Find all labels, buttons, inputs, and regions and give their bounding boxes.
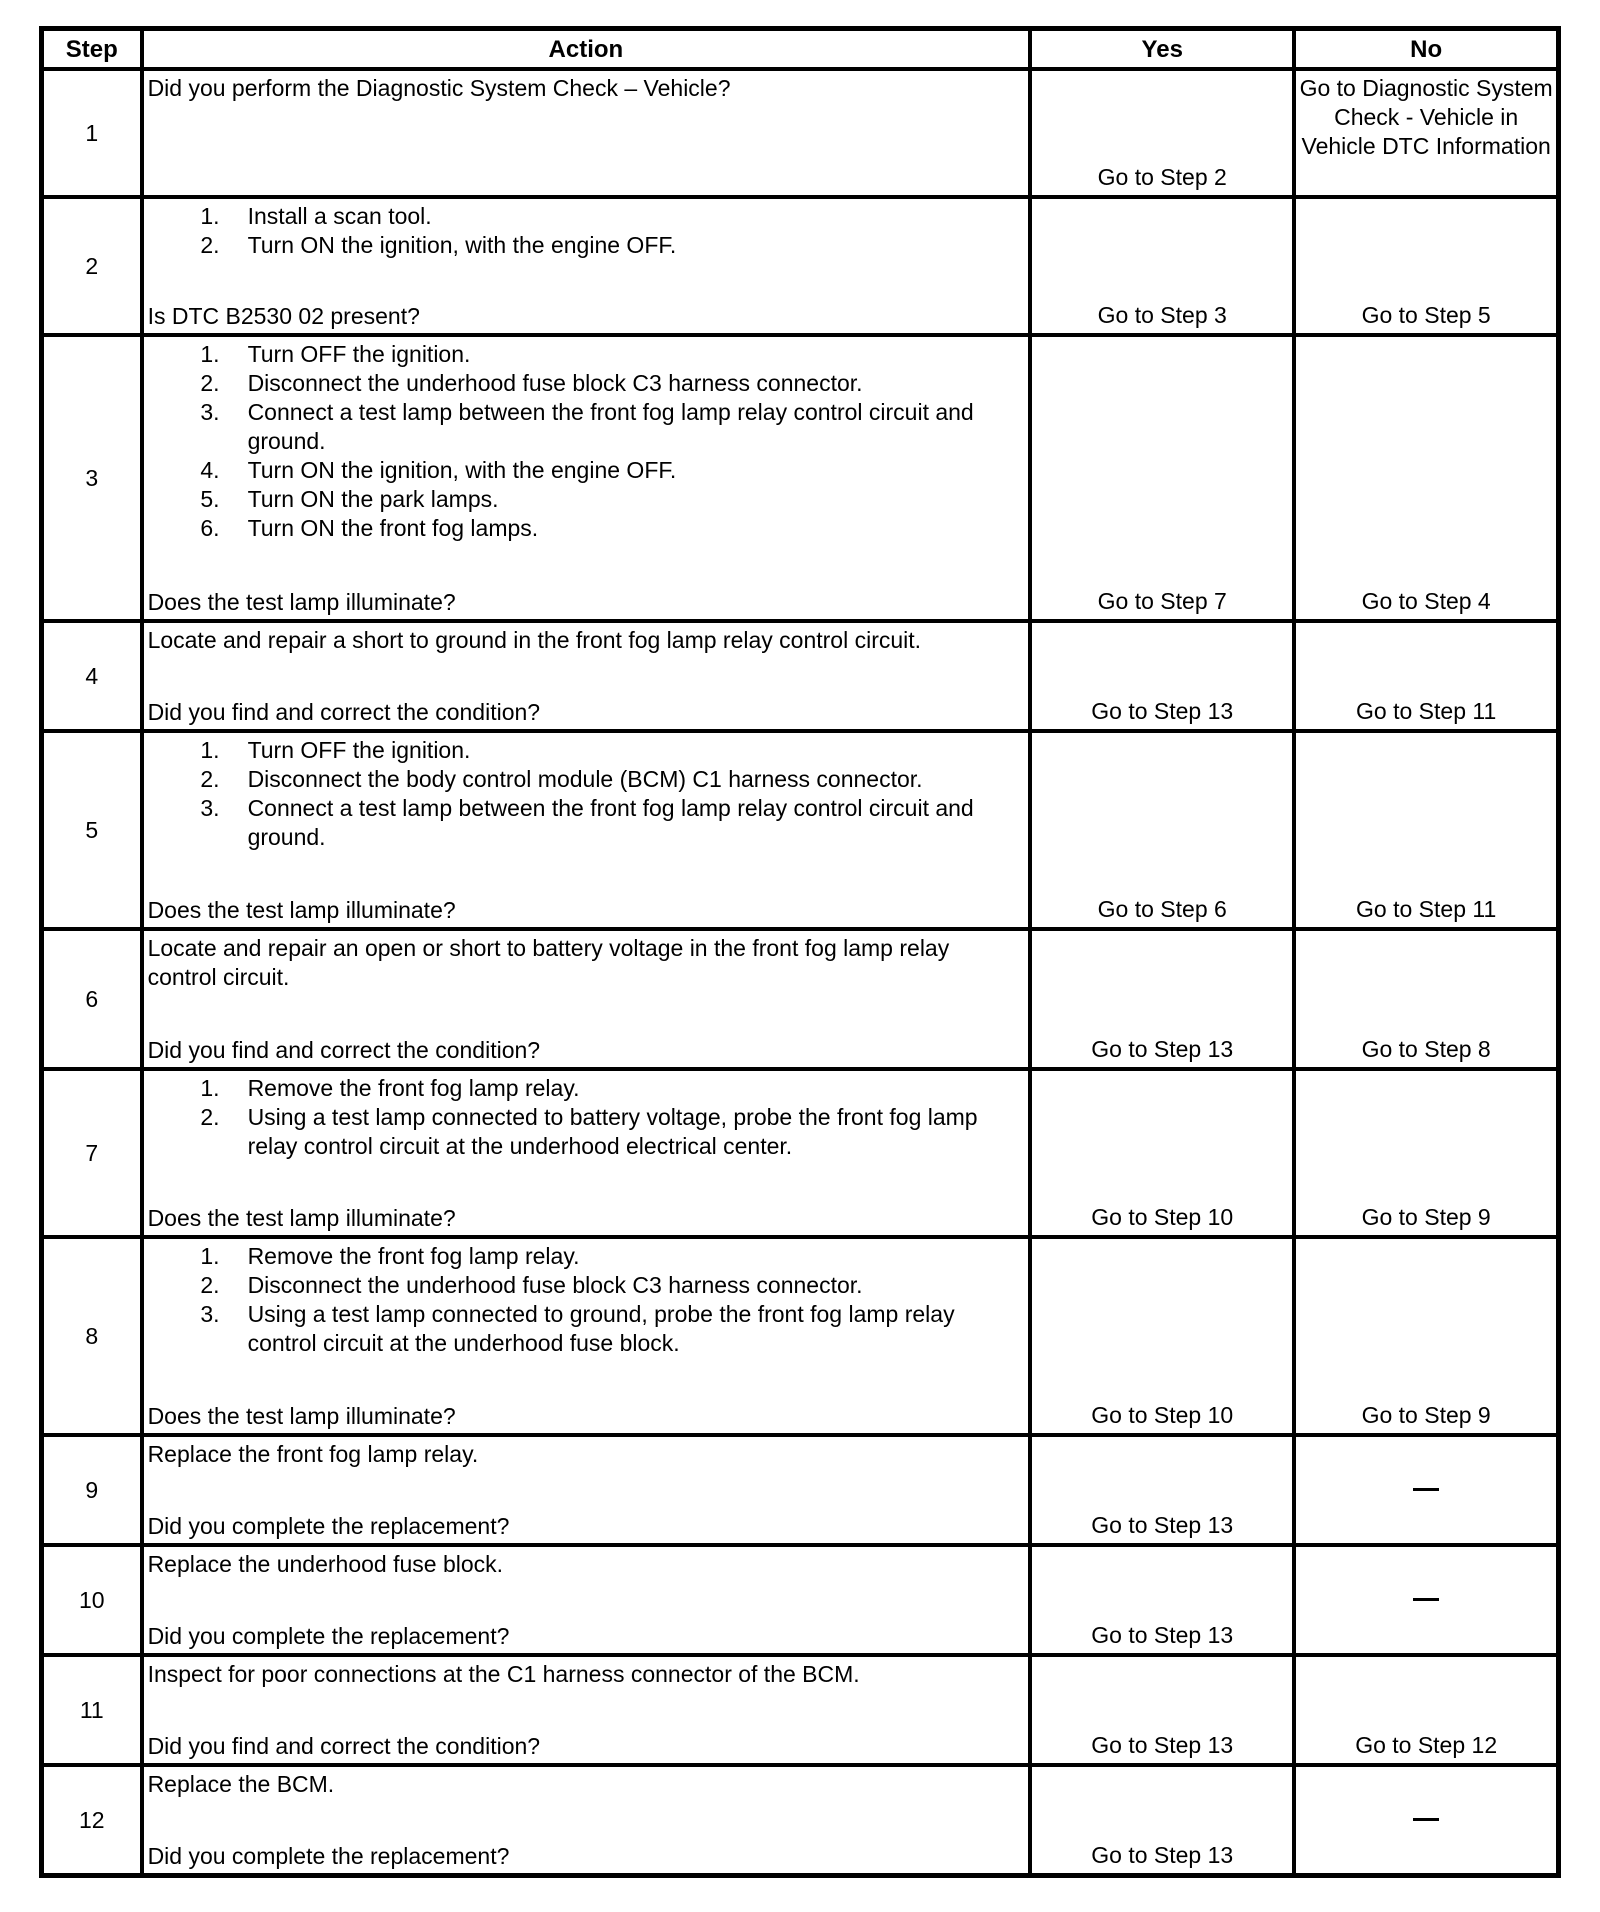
action-content bbox=[148, 1242, 1025, 1431]
action-step-number: 1. bbox=[200, 203, 220, 229]
action-instruction: Locate and repair a short to ground in the front fog lamp relay control circuit. bbox=[147, 627, 922, 653]
header-no: No bbox=[1294, 29, 1558, 70]
action-content bbox=[148, 1660, 1025, 1761]
no-result: Go to Step 11 bbox=[1294, 621, 1558, 731]
action-cell bbox=[142, 731, 1031, 929]
step-number: 5 bbox=[42, 731, 142, 929]
action-content bbox=[148, 340, 1025, 617]
step-number: 6 bbox=[42, 929, 142, 1069]
step-number: 3 bbox=[42, 335, 142, 621]
yes-result: Go to Step 13 bbox=[1030, 1435, 1294, 1545]
action-step-item bbox=[148, 1103, 1025, 1161]
action-step-text: Disconnect the underhood fuse block C3 harness connector. bbox=[247, 370, 863, 396]
action-steps-list bbox=[148, 736, 1025, 852]
spacer bbox=[148, 543, 1025, 588]
action-cell bbox=[142, 335, 1031, 621]
action-cell bbox=[142, 1545, 1031, 1655]
no-result: Go to Step 9 bbox=[1294, 1069, 1558, 1237]
action-step-text: Using a test lamp connected to battery voltage, probe the front fog lamp relay control circuit at the underhood electrical center. bbox=[247, 1104, 978, 1159]
action-step-text: Remove the front fog lamp relay. bbox=[247, 1243, 580, 1269]
action-step-item bbox=[148, 794, 1025, 852]
action-step-text: Turn OFF the ignition. bbox=[247, 737, 471, 763]
table-row bbox=[42, 1237, 1559, 1435]
table-row bbox=[42, 1655, 1559, 1765]
spacer bbox=[148, 1689, 1025, 1732]
action-cell bbox=[142, 1655, 1031, 1765]
table-row bbox=[42, 1069, 1559, 1237]
spacer bbox=[148, 655, 1025, 698]
action-step-number: 2. bbox=[200, 1272, 220, 1298]
action-step-text: Connect a test lamp between the front fog lamp relay control circuit and ground. bbox=[247, 399, 974, 454]
yes-result: Go to Step 3 bbox=[1030, 197, 1294, 335]
action-step-text: Turn ON the ignition, with the engine OFF. bbox=[247, 232, 677, 258]
action-content bbox=[148, 626, 1025, 727]
action-question: Does the test lamp illuminate? bbox=[147, 1205, 456, 1231]
spacer bbox=[148, 992, 1025, 1036]
yes-result: Go to Step 6 bbox=[1030, 731, 1294, 929]
action-instruction: Locate and repair an open or short to battery voltage in the front fog lamp relay control circuit. bbox=[147, 935, 950, 990]
yes-result: Go to Step 13 bbox=[1030, 1545, 1294, 1655]
action-step-text: Turn ON the ignition, with the engine OFF. bbox=[247, 457, 677, 483]
table-row bbox=[42, 1435, 1559, 1545]
not-applicable-dash bbox=[1413, 1818, 1439, 1821]
spacer bbox=[148, 260, 1025, 302]
header-row bbox=[42, 29, 1559, 70]
yes-result: Go to Step 10 bbox=[1030, 1069, 1294, 1237]
no-result bbox=[1294, 1435, 1558, 1545]
action-cell bbox=[142, 1069, 1031, 1237]
no-result: Go to Step 8 bbox=[1294, 929, 1558, 1069]
no-result: Go to Step 4 bbox=[1294, 335, 1558, 621]
table-row bbox=[42, 929, 1559, 1069]
action-step-number: 3. bbox=[200, 399, 220, 425]
step-number: 9 bbox=[42, 1435, 142, 1545]
action-step-item bbox=[148, 1074, 1025, 1103]
action-instruction: Replace the BCM. bbox=[147, 1771, 335, 1797]
action-steps-list bbox=[148, 340, 1025, 543]
not-applicable-dash bbox=[1413, 1488, 1439, 1491]
step-number: 11 bbox=[42, 1655, 142, 1765]
action-step-number: 1. bbox=[200, 1075, 220, 1101]
action-steps-list bbox=[148, 1242, 1025, 1358]
action-question: Did you find and correct the condition? bbox=[147, 1733, 541, 1759]
action-step-text: Disconnect the body control module (BCM) C1 harness connector. bbox=[247, 766, 923, 792]
action-instruction: Inspect for poor connections at the C1 harness connector of the BCM. bbox=[147, 1661, 860, 1687]
action-step-number: 2. bbox=[200, 766, 220, 792]
spacer bbox=[148, 852, 1025, 896]
action-cell bbox=[142, 1435, 1031, 1545]
yes-result: Go to Step 10 bbox=[1030, 1237, 1294, 1435]
step-number: 2 bbox=[42, 197, 142, 335]
no-result: Go to Step 12 bbox=[1294, 1655, 1558, 1765]
header-step: Step bbox=[42, 29, 142, 70]
table-row bbox=[42, 1765, 1559, 1876]
action-step-text: Connect a test lamp between the front fog lamp relay control circuit and ground. bbox=[247, 795, 974, 850]
action-cell bbox=[142, 197, 1031, 335]
no-result: Go to Step 11 bbox=[1294, 731, 1558, 929]
action-question: Did you complete the replacement? bbox=[147, 1843, 510, 1869]
action-question: Does the test lamp illuminate? bbox=[147, 1403, 456, 1429]
action-step-number: 4. bbox=[200, 457, 220, 483]
action-content bbox=[148, 1770, 1025, 1871]
action-instruction: Replace the front fog lamp relay. bbox=[147, 1441, 479, 1467]
action-cell bbox=[142, 621, 1031, 731]
no-result bbox=[1294, 1765, 1558, 1876]
not-applicable-dash bbox=[1413, 1598, 1439, 1601]
no-result: Go to Step 5 bbox=[1294, 197, 1558, 335]
action-step-item bbox=[148, 485, 1025, 514]
table-row bbox=[42, 69, 1559, 197]
step-number: 7 bbox=[42, 1069, 142, 1237]
action-step-item bbox=[148, 1271, 1025, 1300]
action-step-number: 5. bbox=[200, 486, 220, 512]
action-cell bbox=[142, 1237, 1031, 1435]
action-question: Is DTC B2530 02 present? bbox=[147, 303, 420, 329]
yes-result: Go to Step 13 bbox=[1030, 621, 1294, 731]
step-number: 4 bbox=[42, 621, 142, 731]
table-row bbox=[42, 1545, 1559, 1655]
header-yes: Yes bbox=[1030, 29, 1294, 70]
action-cell bbox=[142, 69, 1031, 197]
table-row bbox=[42, 621, 1559, 731]
action-step-item bbox=[148, 369, 1025, 398]
action-step-item bbox=[148, 231, 1025, 260]
action-instruction: Replace the underhood fuse block. bbox=[147, 1551, 504, 1577]
action-step-item bbox=[148, 456, 1025, 485]
action-question: Does the test lamp illuminate? bbox=[147, 897, 456, 923]
action-content bbox=[148, 202, 1025, 331]
action-step-text: Using a test lamp connected to ground, probe the front fog lamp relay control circuit at the underhood fuse block. bbox=[247, 1301, 955, 1356]
step-number: 10 bbox=[42, 1545, 142, 1655]
action-step-text: Turn OFF the ignition. bbox=[247, 341, 471, 367]
spacer bbox=[148, 1469, 1025, 1512]
action-step-text: Remove the front fog lamp relay. bbox=[247, 1075, 580, 1101]
step-number: 8 bbox=[42, 1237, 142, 1435]
action-step-item bbox=[148, 202, 1025, 231]
action-steps-list bbox=[148, 1074, 1025, 1161]
action-step-item bbox=[148, 736, 1025, 765]
yes-result: Go to Step 2 bbox=[1030, 69, 1294, 197]
table-row bbox=[42, 197, 1559, 335]
action-cell bbox=[142, 929, 1031, 1069]
no-result bbox=[1294, 1545, 1558, 1655]
action-step-number: 3. bbox=[200, 1301, 220, 1327]
action-step-text: Disconnect the underhood fuse block C3 harness connector. bbox=[247, 1272, 863, 1298]
action-content bbox=[148, 74, 1025, 193]
action-step-item bbox=[148, 1300, 1025, 1358]
header-action: Action bbox=[142, 29, 1031, 70]
action-step-item bbox=[148, 340, 1025, 369]
action-question: Does the test lamp illuminate? bbox=[147, 589, 456, 615]
spacer bbox=[148, 1161, 1025, 1204]
yes-result: Go to Step 7 bbox=[1030, 335, 1294, 621]
action-step-number: 2. bbox=[200, 1104, 220, 1130]
action-step-text: Turn ON the front fog lamps. bbox=[247, 515, 539, 541]
action-question: Did you find and correct the condition? bbox=[147, 699, 541, 725]
action-step-item bbox=[148, 1242, 1025, 1271]
action-step-number: 1. bbox=[200, 341, 220, 367]
no-result: Go to Step 9 bbox=[1294, 1237, 1558, 1435]
action-step-text: Install a scan tool. bbox=[247, 203, 432, 229]
no-result: Go to Diagnostic System Check - Vehicle in Vehicle DTC Information bbox=[1294, 69, 1558, 197]
action-step-number: 1. bbox=[200, 737, 220, 763]
table-row bbox=[42, 335, 1559, 621]
step-number: 1 bbox=[42, 69, 142, 197]
action-step-item bbox=[148, 514, 1025, 543]
spacer bbox=[148, 1579, 1025, 1622]
step-number: 12 bbox=[42, 1765, 142, 1876]
action-step-number: 3. bbox=[200, 795, 220, 821]
action-steps-list bbox=[148, 202, 1025, 260]
action-content bbox=[148, 1074, 1025, 1233]
yes-result: Go to Step 13 bbox=[1030, 1765, 1294, 1876]
action-step-number: 6. bbox=[200, 515, 220, 541]
action-cell bbox=[142, 1765, 1031, 1876]
yes-result: Go to Step 13 bbox=[1030, 1655, 1294, 1765]
diagnostic-table bbox=[39, 26, 1561, 1878]
yes-result: Go to Step 13 bbox=[1030, 929, 1294, 1069]
spacer bbox=[148, 1358, 1025, 1402]
action-content bbox=[148, 934, 1025, 1065]
action-step-number: 2. bbox=[200, 232, 220, 258]
action-instruction: Did you perform the Diagnostic System Check – Vehicle? bbox=[147, 75, 731, 101]
action-content bbox=[148, 1550, 1025, 1651]
action-content bbox=[148, 1440, 1025, 1541]
table-row bbox=[42, 731, 1559, 929]
action-step-number: 1. bbox=[200, 1243, 220, 1269]
action-step-text: Turn ON the park lamps. bbox=[247, 486, 499, 512]
action-step-item bbox=[148, 398, 1025, 456]
action-content bbox=[148, 736, 1025, 925]
action-question: Did you complete the replacement? bbox=[147, 1513, 510, 1539]
action-step-item bbox=[148, 765, 1025, 794]
action-question: Did you find and correct the condition? bbox=[147, 1037, 541, 1063]
action-question: Did you complete the replacement? bbox=[147, 1623, 510, 1649]
action-step-number: 2. bbox=[200, 370, 220, 396]
spacer bbox=[148, 1799, 1025, 1842]
